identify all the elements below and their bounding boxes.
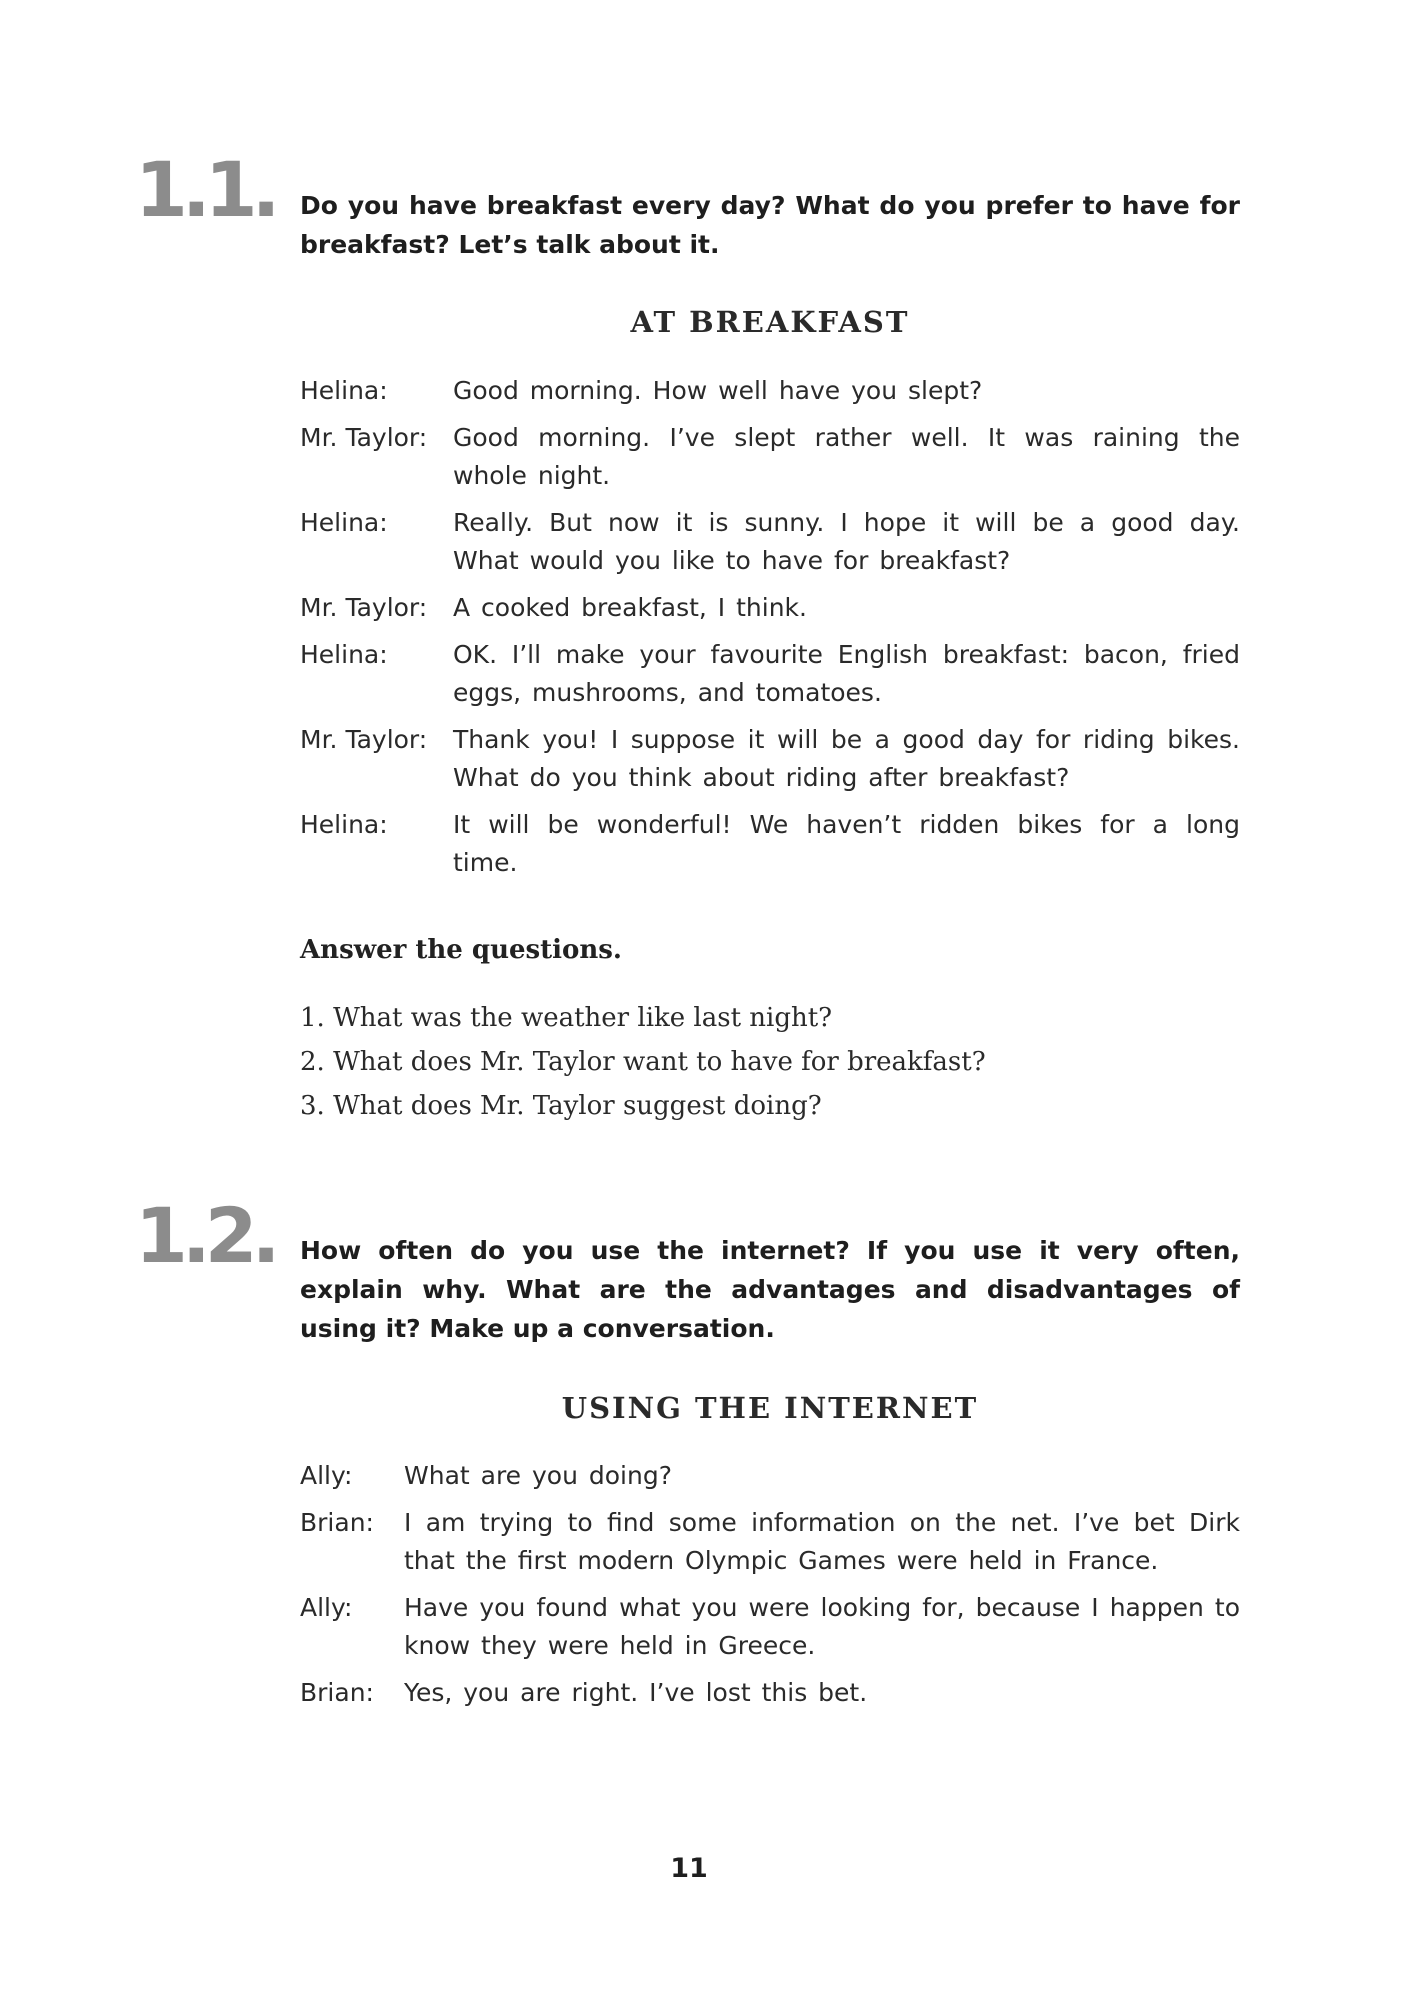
speaker-name: Ally: (300, 1593, 353, 1622)
dialogue-line (300, 589, 1240, 627)
speech-text: Good morning. How well have you slept? (453, 376, 983, 405)
dialogue-title: AT BREAKFAST (630, 305, 910, 339)
dialogue-title: USING THE INTERNET (561, 1391, 979, 1425)
speech-text: Really. But now it is sunny. I hope it will be a good day. What would you like to have for breakfast? (453, 508, 1240, 575)
dialogue-line (300, 1674, 1240, 1712)
speaker-name: Helina: (300, 508, 388, 537)
speech-text: A cooked breakfast, I think. (453, 593, 807, 622)
speech-text: Have you found what you were looking for, because I happen to know they were held in Greece. (404, 1593, 1240, 1660)
speech-text: Thank you! I suppose it will be a good day for riding bikes. What do you think about riding after breakfast? (453, 725, 1240, 792)
dialogue-line (300, 721, 1240, 797)
speaker-name: Brian: (300, 1508, 374, 1537)
dialogue-line (300, 419, 1240, 495)
question-item: 1. What was the weather like last night? (300, 1003, 833, 1033)
speaker-name: Mr. Taylor: (300, 725, 428, 754)
speaker-name: Helina: (300, 640, 388, 669)
dialogue (300, 372, 1240, 891)
dialogue-line (300, 1457, 1240, 1495)
dialogue-line (300, 636, 1240, 712)
question-item: 2. What does Mr. Taylor want to have for breakfast? (300, 1047, 986, 1077)
dialogue-line (300, 1589, 1240, 1665)
speaker-name: Ally: (300, 1461, 353, 1490)
question-item: 3. What does Mr. Taylor suggest doing? (300, 1091, 822, 1121)
exercise-prompt: Do you have breakfast every day? What do you prefer to have for breakfast? Let’s talk about it. (300, 191, 1240, 259)
dialogue-line (300, 1504, 1240, 1580)
speech-text: Good morning. I’ve slept rather well. It was raining the whole night. (453, 423, 1240, 490)
question-list (300, 996, 1240, 1128)
speaker-name: Helina: (300, 376, 388, 405)
dialogue-line (300, 372, 1240, 410)
dialogue-line (300, 806, 1240, 882)
speaker-name: Brian: (300, 1678, 374, 1707)
task-heading: Answer the questions. (300, 935, 622, 965)
speech-text: Yes, you are right. I’ve lost this bet. (404, 1678, 868, 1707)
exercise-number: 1.2. (135, 1191, 275, 1280)
speech-text: What are you doing? (404, 1461, 672, 1490)
exercise-number: 1.1. (135, 145, 275, 234)
speech-text: OK. I’ll make your favourite English breakfast: bacon, fried eggs, mushrooms, and tomatoes. (453, 640, 1240, 707)
speech-text: I am trying to find some information on the net. I’ve bet Dirk that the first modern Olympic Games were held in France. (404, 1508, 1240, 1575)
page-number: 11 (670, 1853, 708, 1884)
speaker-name: Mr. Taylor: (300, 423, 428, 452)
exercise-prompt: How often do you use the internet? If you use it very often, explain why. What are the advantages and disadvantages of using it? Make up a conversation. (300, 1236, 1240, 1343)
speech-text: It will be wonderful! We haven’t ridden bikes for a long time. (453, 810, 1240, 877)
dialogue (300, 1457, 1240, 1721)
dialogue-line (300, 504, 1240, 580)
speaker-name: Mr. Taylor: (300, 593, 428, 622)
speaker-name: Helina: (300, 810, 388, 839)
